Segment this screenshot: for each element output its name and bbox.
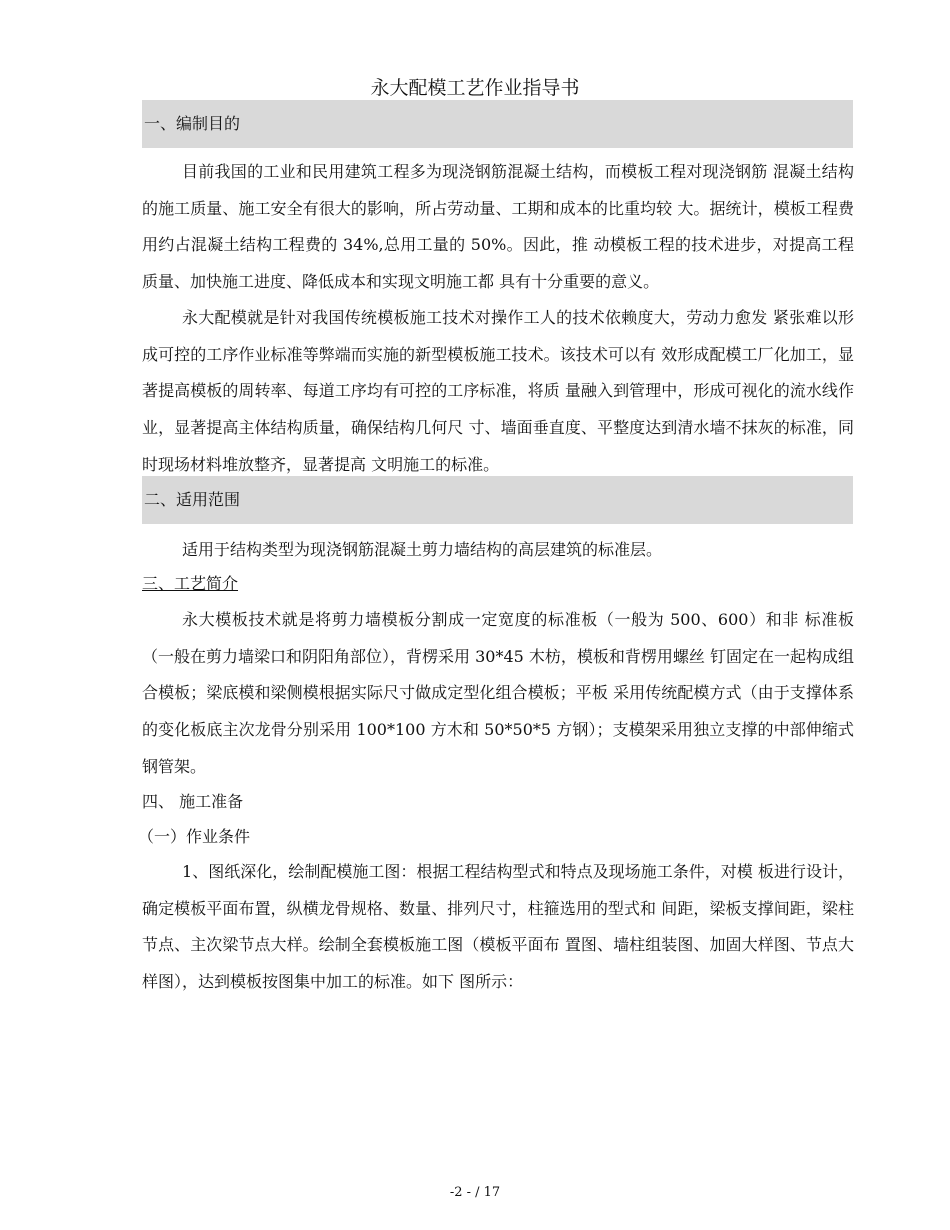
section-heading-text: 一、编制目的 — [144, 114, 241, 133]
paragraph-purpose-2: 永大配模就是针对我国传统模板施工技术对操作工人的技术依赖度大，劳动力愈发 紧张难以形成可控的工序作业标准等弊端而实施的新型模板施工技术。该技术可以有 效形成配模工厂化加工，显著提高模板的周转率、每道工序均有可控的工序标准，将质 量融入到管理中，形成可视化的流水线作业，显著提高主体结构质量，确保结构几何尺 寸、墙面垂直度、平整度达到清水墙不抹灰的标准，同时现场材料堆放整齐，显著提高 文明施工的标准。 — [142, 308, 854, 474]
document-title: 永大配模工艺作业指导书 — [370, 77, 580, 99]
subsection-heading-conditions: （一）作业条件 — [138, 827, 251, 846]
section-heading-purpose — [142, 100, 853, 148]
section-heading-preparation: 四、 施工准备 — [142, 792, 244, 811]
section-heading-process: 三、工艺简介 — [142, 574, 239, 593]
section-heading-scope — [142, 476, 853, 524]
paragraph-preparation-1: 1、图纸深化，绘制配模施工图：根据工程结构型式和特点及现场施工条件，对模 板进行设计，确定模板平面布置，纵横龙骨规格、数量、排列尺寸，柱箍选用的型式和 间距，梁板支撑间距，梁柱节点、主次梁节点大样。绘制全套模板施工图（模板平面布 置图、墙柱组装图、加固大样图、节点大样图），达到模板按图集中加工的标准。如下 图所示： — [142, 862, 854, 992]
page-number: -2 - / 17 — [449, 1185, 501, 1200]
section-heading-text: 二、适用范围 — [144, 490, 241, 509]
paragraph-process-1: 永大模板技术就是将剪力墙模板分割成一定宽度的标准板（一般为 500、600）和非 标准板（一般在剪力墙梁口和阴阳角部位），背楞采用 30*45 木枋，模板和背楞用螺丝 钉固定在一起构成组合模板；梁底模和梁侧模根据实际尺寸做成定型化组合模板；平板 采用传统配模方式（由于支撑体系的变化板底主次龙骨分别采用 100*100 方木和 50*50*5 方钢）；支模架采用独立支撑的中部伸缩式钢管架。 — [142, 610, 854, 776]
paragraph-purpose-1: 目前我国的工业和民用建筑工程多为现浇钢筋混凝土结构，而模板工程对现浇钢筋 混凝土结构的施工质量、施工安全有很大的影响，所占劳动量、工期和成本的比重均较 大。据统计，模板工程费用约占混凝土结构工程费的 34%,总用工量的 50%。因此，推 动模板工程的技术进步，对提高工程质量、加快施工进度、降低成本和实现文明施工都 具有十分重要的意义。 — [142, 162, 854, 292]
paragraph-scope-1: 适用于结构类型为现浇钢筋混凝土剪力墙结构的高层建筑的标准层。 — [182, 540, 663, 559]
